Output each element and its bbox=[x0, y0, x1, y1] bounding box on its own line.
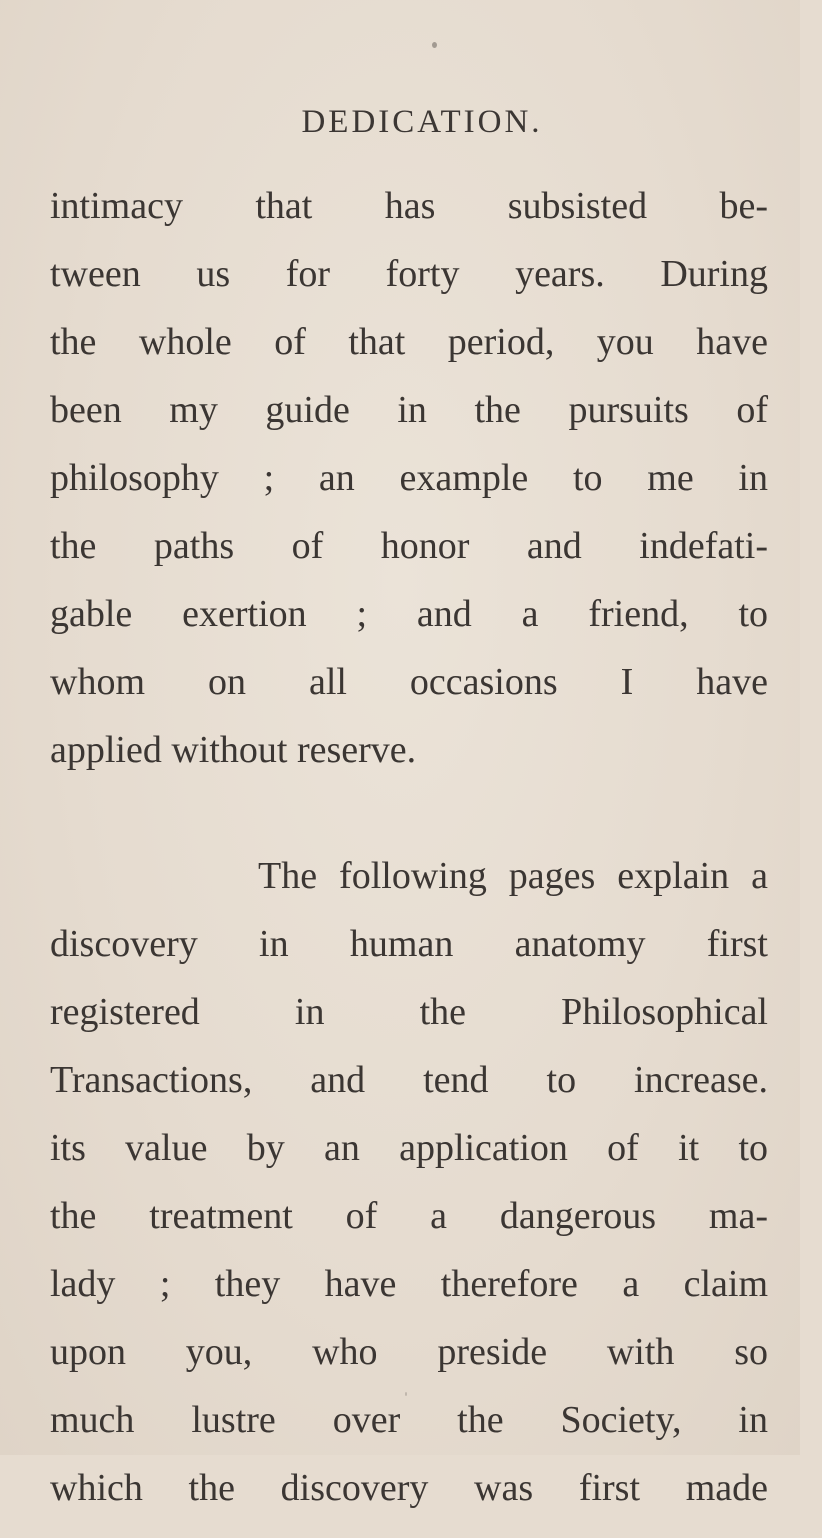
text-line: whom on all occasions I have bbox=[50, 661, 768, 703]
text-line: its value by an application of it to bbox=[50, 1127, 768, 1169]
text-line: the paths of honor and indefati- bbox=[50, 525, 768, 567]
running-title: DEDICATION. bbox=[301, 104, 543, 140]
text-line: gable exertion ; and a friend, to bbox=[50, 593, 768, 635]
text-line: The following pages explain a bbox=[258, 855, 768, 897]
text-line: lady ; they have therefore a claim bbox=[50, 1263, 768, 1305]
paragraph-1 bbox=[50, 185, 768, 800]
text-line: discovery in human anatomy first bbox=[50, 923, 768, 965]
text-line: much lustre over the Society, in bbox=[50, 1399, 768, 1441]
text-line: the treatment of a dangerous ma- bbox=[50, 1195, 768, 1237]
text-line: Transactions, and tend to increase. bbox=[50, 1059, 768, 1101]
paragraph-2 bbox=[50, 855, 768, 1538]
text-line: registered in the Philosophical bbox=[50, 991, 768, 1033]
paper-speck bbox=[405, 1392, 407, 1396]
text-line: the whole of that period, you have bbox=[50, 321, 768, 363]
paper-speck bbox=[432, 42, 437, 48]
paragraph-spacer bbox=[50, 800, 768, 858]
text-line: philosophy ; an example to me in bbox=[50, 457, 768, 499]
text-line: applied without reserve. bbox=[50, 729, 417, 771]
text-line: tween us for forty years. During bbox=[50, 253, 768, 295]
text-line: intimacy that has subsisted be- bbox=[50, 185, 768, 227]
text-line: been my guide in the pursuits of bbox=[50, 389, 768, 431]
text-line: upon you, who preside with so bbox=[50, 1331, 768, 1373]
text-line: which the discovery was first made bbox=[50, 1467, 768, 1509]
body-text bbox=[50, 185, 768, 1538]
